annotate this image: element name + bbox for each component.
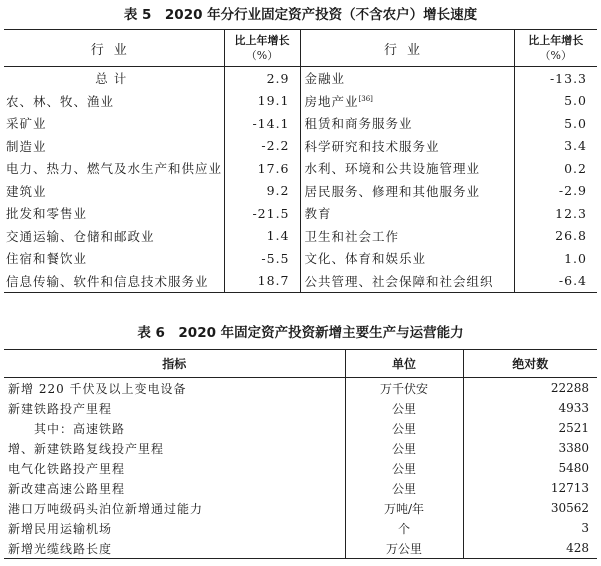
table5-header-unit-left: （%）	[245, 49, 279, 62]
table6-row-value: 4933	[463, 398, 597, 418]
table6-row-indicator: 新改建高速公路里程	[8, 481, 126, 496]
table5-row-value: -2.2	[224, 135, 300, 158]
table5-row-name: 租赁和商务服务业	[300, 112, 514, 135]
table5-row-name: 房地产业	[304, 93, 359, 109]
table6-title: 表 6 2020 年固定资产投资新增主要生产与运营能力	[137, 325, 464, 341]
table5-row-name: 居民服务、修理和其他服务业	[300, 180, 514, 203]
table5-row	[4, 90, 597, 113]
table6-header-unit: 单位	[345, 350, 463, 378]
table5-row-value: -6.4	[514, 270, 597, 293]
table5-title: 表 5 2020 年分行业固定资产投资（不含农户）增长速度	[123, 7, 478, 23]
table6-row-indicator: 新增光缆线路长度	[8, 541, 113, 556]
table5-row-value: 18.7	[224, 270, 300, 293]
table5-row-value: 5.0	[514, 90, 597, 113]
table5-header-industry-left: 行业	[4, 30, 224, 67]
table6-row-unit: 万千伏安	[345, 378, 463, 399]
table5-row-name: 住宿和餐饮业	[6, 251, 88, 267]
table5-row-name: 总计	[95, 71, 133, 87]
table6-row-unit: 公里	[345, 418, 463, 438]
table5-header-industry-right: 行业	[300, 30, 514, 67]
table6-row-indicator: 电气化铁路投产里程	[8, 461, 126, 476]
table6-row	[4, 458, 597, 478]
table5-row	[4, 67, 597, 90]
table5-header-growth-right	[514, 30, 597, 67]
table6-row	[4, 518, 597, 538]
table5-row	[4, 135, 597, 158]
table6-row-indicator: 港口万吨级码头泊位新增通过能力	[8, 501, 204, 516]
table5-row-value: 0.2	[514, 157, 597, 180]
table6-header-row	[4, 350, 597, 378]
table5-row-name: 信息传输、软件和信息技术服务业	[6, 273, 209, 289]
table6-row	[4, 398, 597, 418]
table6-row-unit: 万公里	[345, 538, 463, 559]
table6-row-indicator: 新增 220 千伏及以上变电设备	[8, 381, 187, 396]
table5-row-value: 5.0	[514, 112, 597, 135]
table5-row-name: 水利、环境和公共设施管理业	[300, 157, 514, 180]
table6-row-indicator: 新增民用运输机场	[8, 521, 113, 536]
table6-row	[4, 438, 597, 458]
table6-row-unit: 个	[345, 518, 463, 538]
table6-header-indicator: 指标	[4, 350, 345, 378]
table5-row-value: 17.6	[224, 157, 300, 180]
table6-row-value: 12713	[463, 478, 597, 498]
table5-header-growth-label-left: 比上年增长	[234, 34, 290, 47]
table5-row-value: 26.8	[514, 225, 597, 248]
table5-row-value: 2.9	[224, 67, 300, 90]
table5-row	[4, 180, 597, 203]
table5-row-name: 教育	[300, 202, 514, 225]
table5-row	[4, 225, 597, 248]
table5-header-growth-left	[224, 30, 300, 67]
table5-row	[4, 157, 597, 180]
table5-row-value: 1.0	[514, 247, 597, 270]
table6-row	[4, 418, 597, 438]
table5-row	[4, 247, 597, 270]
footnote-marker: [36]	[358, 94, 373, 103]
table6-row-value: 22288	[463, 378, 597, 399]
table6-row	[4, 378, 597, 399]
table5-row-name: 农、林、牧、渔业	[6, 93, 115, 109]
table6-row-value: 3380	[463, 438, 597, 458]
table6-row-indicator: 其中：高速铁路	[34, 421, 126, 436]
table6-row-value: 30562	[463, 498, 597, 518]
table5-row-value: -21.5	[224, 202, 300, 225]
table5-row-value: 12.3	[514, 202, 597, 225]
table6-row-indicator: 增、新建铁路复线投产里程	[8, 441, 165, 456]
table6-row-value: 2521	[463, 418, 597, 438]
table5-industry-growth	[4, 29, 597, 293]
table5-row-name: 电力、热力、燃气及水生产和供应业	[6, 161, 223, 177]
table6-row-indicator: 新建铁路投产里程	[8, 401, 113, 416]
table5-row-name: 文化、体育和娱乐业	[300, 247, 514, 270]
table5-row	[4, 202, 597, 225]
table5-row-value: -2.9	[514, 180, 597, 203]
table5-row-name: 金融业	[300, 67, 514, 90]
table5-row-value: 1.4	[224, 225, 300, 248]
table5-row-name: 制造业	[6, 138, 47, 154]
table5-row-name: 采矿业	[6, 116, 47, 132]
table5-header-unit-right: （%）	[539, 49, 572, 62]
table5-row-value: -14.1	[224, 112, 300, 135]
table6-new-capacity	[4, 349, 597, 559]
table5-row	[4, 112, 597, 135]
table6-header-value: 绝对数	[463, 350, 597, 378]
table5-row-name: 科学研究和技术服务业	[300, 135, 514, 158]
table6-row	[4, 498, 597, 518]
table5-row-name: 建筑业	[6, 183, 47, 199]
table5-header-growth-label-right: 比上年增长	[528, 34, 584, 47]
table6-row-value: 428	[463, 538, 597, 559]
table5-row-name-with-note	[300, 90, 514, 113]
table5-row-value: 9.2	[224, 180, 300, 203]
table5-row-name: 批发和零售业	[6, 206, 88, 222]
table5-row-name: 公共管理、社会保障和社会组织	[300, 270, 514, 293]
table5-row	[4, 270, 597, 293]
table6-row-unit: 公里	[345, 458, 463, 478]
table6-row-value: 3	[463, 518, 597, 538]
table6-row-value: 5480	[463, 458, 597, 478]
table6-row-unit: 万吨/年	[345, 498, 463, 518]
table6-row-unit: 公里	[345, 438, 463, 458]
table5-header-row	[4, 30, 597, 67]
table6-row-unit: 公里	[345, 398, 463, 418]
table5-row-value: 19.1	[224, 90, 300, 113]
table6-row	[4, 478, 597, 498]
table5-row-value: 3.4	[514, 135, 597, 158]
table6-row-unit: 公里	[345, 478, 463, 498]
table6-row	[4, 538, 597, 559]
table5-row-name: 卫生和社会工作	[300, 225, 514, 248]
table5-row-name: 交通运输、仓储和邮政业	[6, 228, 155, 244]
table5-row-value: -13.3	[514, 67, 597, 90]
table5-row-value: -5.5	[224, 247, 300, 270]
